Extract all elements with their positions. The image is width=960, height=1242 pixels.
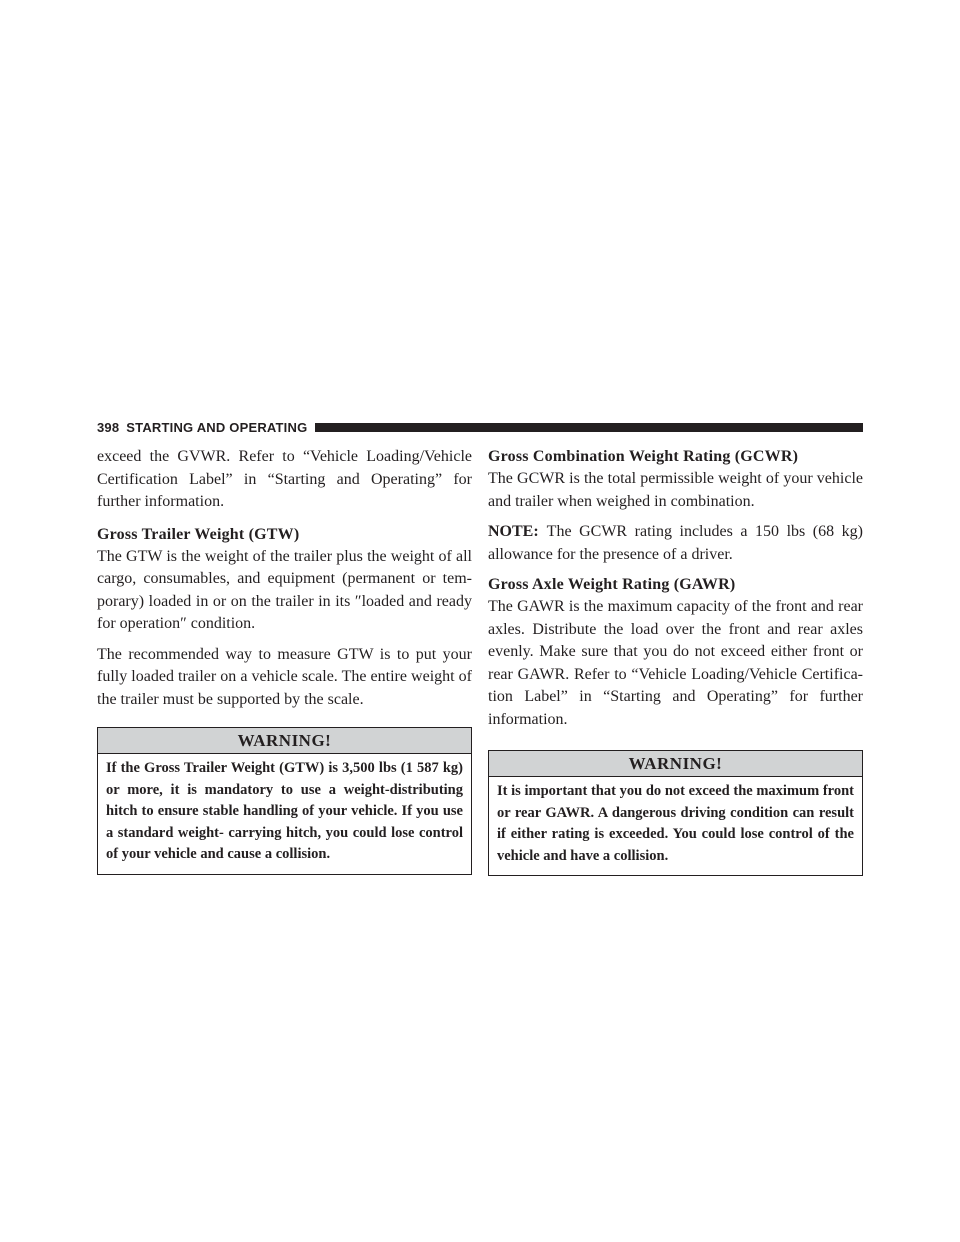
- gtw-paragraph-1: The GTW is the weight of the trailer plus the weight of all cargo, consumables, and equipment (permanent or tem-porary) loaded in or on the trailer in its ″loaded and ready for operation″ condition.: [97, 547, 472, 632]
- gcwr-heading: Gross Combination Weight Rating (GCWR): [488, 448, 799, 465]
- note-label: NOTE:: [488, 523, 539, 540]
- header-rule: [315, 423, 863, 432]
- gcwr-paragraph: The GCWR is the total permissible weight of your vehicle and trailer when weighed in combination.: [488, 470, 863, 510]
- warning-title: WARNING!: [98, 728, 471, 754]
- warning-text: It is important that you do not exceed the maximum front or rear GAWR. A dangerous driving condition can result if either rating is exceeded. You could lose control of the vehicle and have a collision.: [497, 783, 854, 864]
- gawr-paragraph: The GAWR is the maximum capacity of the front and rear axles. Distribute the load over the front and rear axles evenly. Make sure that you do not exceed either front or rear GAWR. Refer to “Vehicle Loading/Vehicle Certifica-tion Label” in “Starting and Operating” for further information.: [488, 598, 863, 728]
- note-paragraph: [488, 521, 863, 566]
- page-header: [97, 418, 863, 436]
- left-column: [97, 446, 472, 875]
- gtw-paragraph-2: The recommended way to measure GTW is to put your fully loaded trailer on a vehicle scale. The entire weight of the trailer must be supported by the scale.: [97, 645, 472, 708]
- section-title: STARTING AND OPERATING: [126, 419, 308, 435]
- page-number: 398: [97, 419, 120, 435]
- gawr-warning-box: [488, 750, 863, 876]
- intro-paragraph: exceed the GVWR. Refer to “Vehicle Loading/Vehicle Certification Label” in “Starting and Operating” for further information.: [97, 448, 472, 510]
- warning-title: WARNING!: [489, 751, 862, 777]
- gtw-warning-box: [97, 727, 472, 875]
- gawr-heading: Gross Axle Weight Rating (GAWR): [488, 576, 736, 593]
- right-column: [488, 446, 863, 876]
- warning-text: If the Gross Trailer Weight (GTW) is 3,500 lbs (1 587 kg) or more, it is mandatory to use a weight-distributing hitch to ensure stable handling of your vehicle. If you use a standard weight- carrying hitch, you could lose control of your vehicle and cause a collision.: [106, 760, 463, 862]
- gtw-heading: Gross Trailer Weight (GTW): [97, 525, 300, 543]
- note-text: The GCWR rating includes a 150 lbs (68 kg) allowance for the presence of a driver.: [488, 523, 863, 563]
